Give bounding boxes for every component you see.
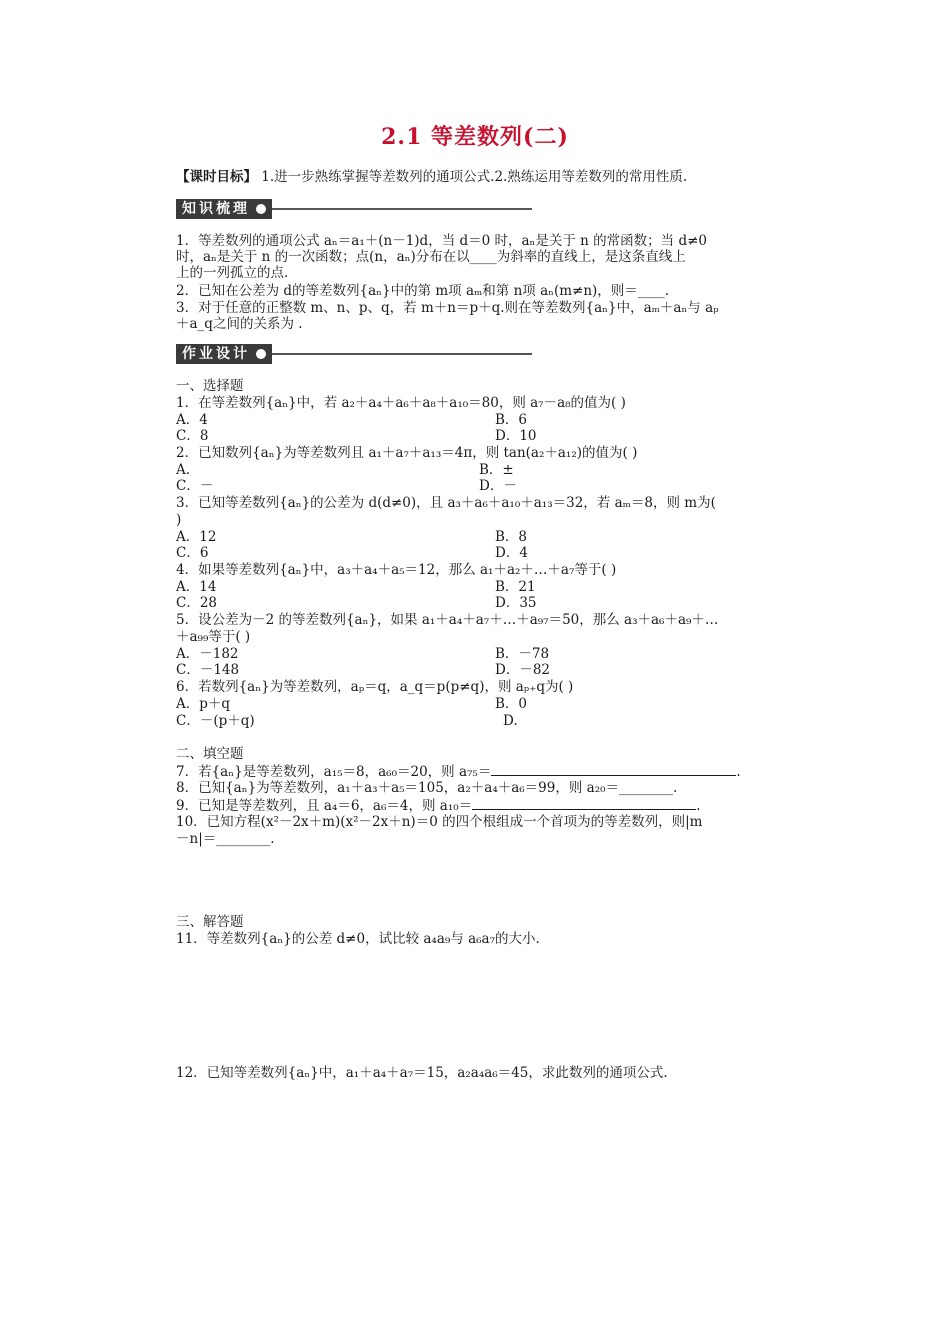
part3-heading: 三、解答题: [176, 914, 244, 930]
lesson-goal: [176, 169, 687, 185]
question-11: 11．等差数列{aₙ}的公差 d≠0，试比较 a₄a₉与 a₆a₇的大小.: [176, 931, 540, 947]
review-line-4: 2．已知在公差为 d的等差数列{aₙ}中的第 m项 aₘ和第 n项 aₙ(m≠n)，则＝____.: [176, 283, 670, 299]
question-1: 1．在等差数列{aₙ}中，若 a₂＋a₄＋a₆＋a₈＋a₁₀＝80，则 a₇－a₈的值为( ): [176, 395, 626, 411]
q1-option-a: A．4: [176, 412, 208, 428]
section-homework-label: 作业设计: [182, 346, 250, 362]
q3-option-b: B．8: [495, 529, 528, 545]
question-6: 6．若数列{aₙ}为等差数列，aₚ＝q，a_q＝p(p≠q)，则 aₚ₊q为( ): [176, 679, 574, 695]
q3-option-a: A．12: [176, 529, 217, 545]
q4-option-c: C．28: [176, 595, 218, 611]
question-3: 3．已知等差数列{aₙ}的公差为 d(d≠0)，且 a₃＋a₆＋a₁₀＋a₁₃＝32，若 aₘ＝8，则 m为(: [176, 495, 716, 511]
review-line-5: 3．对于任意的正整数 m、n、p、q，若 m＋n＝p＋q.则在等差数列{aₙ}中，aₘ＋aₙ与 aₚ: [176, 300, 719, 316]
lesson-goal-text: 1.进一步熟练掌握等差数列的通项公式.2.熟练运用等差数列的常用性质.: [257, 169, 688, 185]
q6-option-b: B．0: [495, 696, 528, 712]
question-7-text: 7．若{aₙ}是等差数列，a₁₅＝8，a₆₀＝20，则 a₇₅＝: [176, 764, 492, 780]
question-3-continued: ): [176, 512, 182, 528]
bullet-dot-icon: [256, 349, 266, 359]
q1-option-d: D．10: [495, 428, 537, 444]
question-5: 5．设公差为－2 的等差数列{aₙ}，如果 a₁＋a₄＋a₇＋…＋a₉₇＝50，那么 a₃＋a₆＋a₉＋…: [176, 612, 719, 628]
section-divider: [272, 208, 532, 210]
answer-blank: [491, 763, 736, 776]
part2-heading: 二、填空题: [176, 746, 244, 762]
question-7: 7．若{aₙ}是等差数列，a₁₅＝8，a₆₀＝20，则 a₇₅＝ .: [176, 764, 741, 780]
question-10: 10．已知方程(x²－2x＋m)(x²－2x＋n)＝0 的四个根组成一个首项为的等差数列，则|m: [176, 814, 703, 830]
question-2: 2．已知数列{aₙ}为等差数列且 a₁＋a₇＋a₁₃＝4π，则 tan(a₂＋a₁₂)的值为( ): [176, 445, 638, 461]
part1-heading: 一、选择题: [176, 378, 244, 394]
review-line-3: 上的一列孤立的点.: [176, 265, 289, 281]
answer-blank: [472, 797, 696, 810]
section-header-review: [176, 198, 532, 220]
q4-option-d: D．35: [495, 595, 537, 611]
question-9: 9．已知是等差数列，且 a₄＝6，a₆＝4，则 a₁₀＝ .: [176, 798, 701, 814]
question-4: 4．如果等差数列{aₙ}中，a₃＋a₄＋a₅＝12，那么 a₁＋a₂＋…＋a₇等于( ): [176, 562, 617, 578]
question-8: 8．已知{aₙ}为等差数列，a₁＋a₃＋a₅＝105，a₂＋a₄＋a₆＝99，则 a₂₀＝________.: [176, 780, 678, 796]
question-9-text: 9．已知是等差数列，且 a₄＝6，a₆＝4，则 a₁₀＝: [176, 798, 473, 814]
review-line-2: 时，aₙ是关于 n 的一次函数；点(n，aₙ)分布在以____为斜率的直线上，是这条直线上: [176, 249, 686, 265]
q2-option-d: D．－: [479, 478, 517, 494]
question-5-continued: ＋a₉₉等于( ): [176, 629, 251, 645]
q4-option-b: B．21: [495, 579, 536, 595]
section-header-homework: [176, 343, 532, 365]
question-10-continued: －n|＝________.: [176, 831, 275, 847]
q6-option-d: D.: [503, 713, 518, 729]
q3-option-d: D．4: [495, 545, 528, 561]
review-line-6: ＋a_q之间的关系为 .: [176, 316, 303, 332]
bullet-dot-icon: [256, 204, 266, 214]
question-12: 12．已知等差数列{aₙ}中，a₁＋a₄＋a₇＝15，a₂a₄a₆＝45，求此数列的通项公式.: [176, 1065, 668, 1081]
section-review-label: 知识梳理: [182, 201, 250, 217]
q2-option-a: A.: [176, 462, 191, 478]
q1-option-b: B．6: [495, 412, 528, 428]
q5-option-a: A．－182: [176, 646, 239, 662]
q4-option-a: A．14: [176, 579, 217, 595]
page-title: 2.1 等差数列(二): [381, 124, 569, 150]
q2-option-b: B．±: [479, 462, 514, 478]
q6-option-a: A．p＋q: [176, 696, 231, 712]
q3-option-c: C．6: [176, 545, 209, 561]
q6-option-c: C．－(p＋q): [176, 713, 255, 729]
q5-option-c: C．－148: [176, 662, 240, 678]
q2-option-c: C．－: [176, 478, 214, 494]
q1-option-c: C．8: [176, 428, 209, 444]
section-divider: [272, 353, 532, 355]
review-line-1: 1．等差数列的通项公式 aₙ＝a₁＋(n－1)d，当 d＝0 时，aₙ是关于 n 的常函数；当 d≠0: [176, 233, 708, 249]
q5-option-b: B．－78: [495, 646, 550, 662]
lesson-goal-label: 【课时目标】: [176, 169, 257, 185]
q5-option-d: D．－82: [495, 662, 551, 678]
